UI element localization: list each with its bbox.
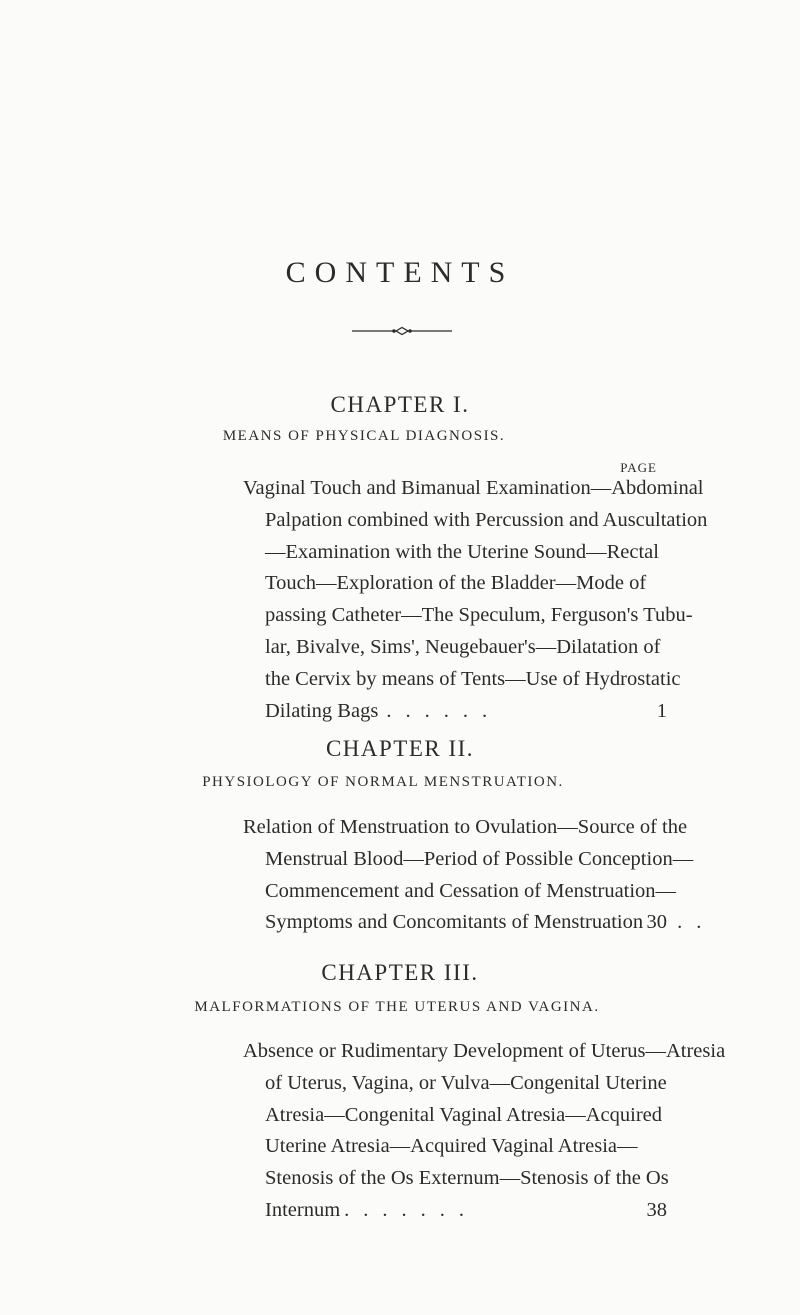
chapter-2-entry <box>243 812 716 939</box>
entry-line: Atresia—Congenital Vaginal Atresia—Acquired <box>265 1103 662 1126</box>
entry-line-last <box>243 696 667 728</box>
entry-line: Uterine Atresia—Acquired Vaginal Atresia— <box>265 1135 638 1158</box>
entry-line-text: Symptoms and Concomitants of Menstruation <box>265 911 644 934</box>
entry-line: Commencement and Cessation of Menstruation— <box>265 879 677 902</box>
entry-line: Touch—Exploration of the Bladder—Mode of <box>265 572 647 595</box>
dot-leaders: .. <box>677 911 716 934</box>
page-number: 1 <box>656 699 667 722</box>
entry-line: of Uterus, Vagina, or Vulva—Congenital Uterine <box>265 1071 667 1094</box>
chapter-heading-2: CHAPTER II. <box>325 736 475 761</box>
chapter-1-entry <box>243 473 708 727</box>
chapter-heading-3: CHAPTER III. <box>321 960 479 985</box>
chapter-subtitle-3: MALFORMATIONS OF THE UTERUS AND VAGINA. <box>194 999 600 1015</box>
entry-line: passing Catheter—The Speculum, Ferguson's Tubu- <box>265 604 693 627</box>
entry-line: Relation of Menstruation to Ovulation—Source of the <box>243 816 688 838</box>
page-column-label: PAGE <box>620 460 657 475</box>
entry-line: —Examination with the Uterine Sound—Rectal <box>265 540 659 563</box>
page-number: 30 <box>646 911 667 934</box>
dot-leaders: ....... <box>344 1198 479 1221</box>
entry-line-text: Dilating Bags <box>265 699 379 722</box>
page-title: CONTENTS <box>285 256 515 289</box>
chapter-subtitle-1: MEANS OF PHYSICAL DIAGNOSIS. <box>222 428 506 444</box>
entry-line: Palpation combined with Percussion and Auscultation <box>265 508 708 531</box>
chapter-subtitle-2: PHYSIOLOGY OF NORMAL MENSTRUATION. <box>202 774 564 790</box>
dot-leaders: ...... <box>386 699 502 722</box>
entry-line-last <box>243 1195 667 1227</box>
entry-line: Absence or Rudimentary Development of Uterus—Atresia <box>243 1040 726 1062</box>
entry-line-last <box>243 907 716 939</box>
entry-line-text: Internum <box>265 1198 341 1221</box>
chapter-3-entry <box>243 1036 726 1227</box>
entry-line: the Cervix by means of Tents—Use of Hydrostatic <box>265 667 681 690</box>
entry-line: Menstrual Blood—Period of Possible Conception— <box>265 847 694 870</box>
entry-line: Vaginal Touch and Bimanual Examination—Abdominal <box>243 477 704 499</box>
chapter-heading-1: CHAPTER I. <box>330 392 470 417</box>
ornament-divider-icon <box>352 326 452 336</box>
entry-line: Stenosis of the Os Externum—Stenosis of the Os <box>265 1167 669 1190</box>
entry-line: lar, Bivalve, Sims', Neugebauer's—Dilatation of <box>265 635 661 658</box>
page-number: 38 <box>646 1198 667 1221</box>
